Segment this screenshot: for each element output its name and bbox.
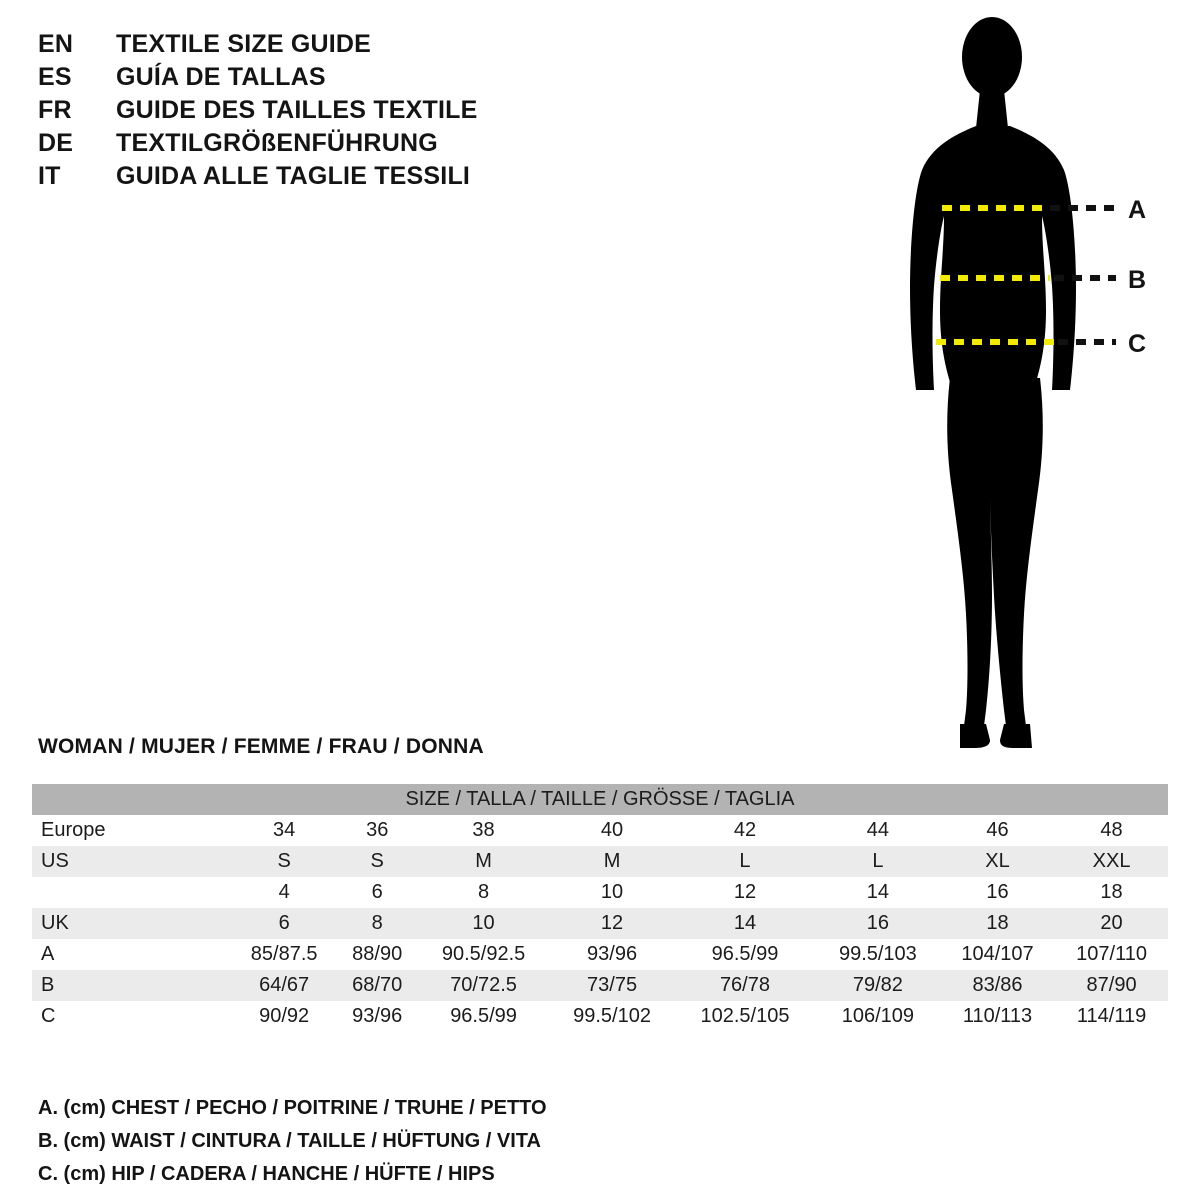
female-silhouette-icon xyxy=(860,10,1190,750)
cell: 64/67 xyxy=(231,970,337,1001)
language-code: FR xyxy=(38,96,72,124)
cell: 44 xyxy=(816,815,940,846)
cell: 48 xyxy=(1055,815,1168,846)
table-row xyxy=(32,846,1168,877)
cell: 8 xyxy=(337,908,417,939)
language-code: EN xyxy=(38,30,74,58)
cell: 40 xyxy=(550,815,674,846)
cell: 36 xyxy=(337,815,417,846)
language-code: DE xyxy=(38,129,74,157)
measure-label-b: B xyxy=(1128,266,1147,294)
cell: 38 xyxy=(417,815,550,846)
cell: L xyxy=(674,846,816,877)
measure-label-c: C xyxy=(1128,330,1147,358)
cell: 87/90 xyxy=(1055,970,1168,1001)
language-row xyxy=(38,96,558,129)
cell: S xyxy=(231,846,337,877)
language-code: ES xyxy=(38,63,72,91)
cell: XXL xyxy=(1055,846,1168,877)
language-code: IT xyxy=(38,162,61,190)
language-title: GUIDE DES TAILLES TEXTILE xyxy=(116,96,478,124)
cell: 96.5/99 xyxy=(674,939,816,970)
table-header-label: SIZE / TALLA / TAILLE / GRÖSSE / TAGLIA xyxy=(32,784,1168,815)
cell: M xyxy=(550,846,674,877)
cell: 4 xyxy=(231,877,337,908)
language-row xyxy=(38,162,558,195)
cell: 68/70 xyxy=(337,970,417,1001)
size-table xyxy=(32,784,1168,1032)
table-row xyxy=(32,908,1168,939)
cell: 106/109 xyxy=(816,1001,940,1032)
cell: 18 xyxy=(1055,877,1168,908)
legend-item-b: B. (cm) WAIST / CINTURA / TAILLE / HÜFTUNG / VITA xyxy=(38,1130,541,1152)
cell: 93/96 xyxy=(550,939,674,970)
row-label: B xyxy=(32,970,231,1001)
cell: 12 xyxy=(674,877,816,908)
cell: 107/110 xyxy=(1055,939,1168,970)
measure-label-a: A xyxy=(1128,196,1147,224)
cell: 83/86 xyxy=(940,970,1055,1001)
section-title: WOMAN / MUJER / FEMME / FRAU / DONNA xyxy=(38,735,484,758)
cell: 12 xyxy=(550,908,674,939)
cell: 90/92 xyxy=(231,1001,337,1032)
cell: 6 xyxy=(231,908,337,939)
cell: XL xyxy=(940,846,1055,877)
row-label: Europe xyxy=(32,815,231,846)
cell: 14 xyxy=(674,908,816,939)
cell: 88/90 xyxy=(337,939,417,970)
table-row xyxy=(32,970,1168,1001)
cell: 73/75 xyxy=(550,970,674,1001)
language-row xyxy=(38,129,558,162)
language-row xyxy=(38,63,558,96)
language-row xyxy=(38,30,558,63)
cell: 8 xyxy=(417,877,550,908)
measurement-legend xyxy=(38,1092,738,1191)
cell: 90.5/92.5 xyxy=(417,939,550,970)
language-title-list xyxy=(38,30,558,195)
cell: 42 xyxy=(674,815,816,846)
cell: 10 xyxy=(417,908,550,939)
legend-item-c: C. (cm) HIP / CADERA / HANCHE / HÜFTE / HIPS xyxy=(38,1163,495,1185)
cell: 104/107 xyxy=(940,939,1055,970)
cell: 85/87.5 xyxy=(231,939,337,970)
cell: 79/82 xyxy=(816,970,940,1001)
table-row xyxy=(32,1001,1168,1032)
cell: 10 xyxy=(550,877,674,908)
language-title: GUÍA DE TALLAS xyxy=(116,63,326,91)
cell: 70/72.5 xyxy=(417,970,550,1001)
row-label xyxy=(32,877,231,908)
cell: 96.5/99 xyxy=(417,1001,550,1032)
body-measurement-figure xyxy=(860,10,1190,750)
cell: S xyxy=(337,846,417,877)
cell: 20 xyxy=(1055,908,1168,939)
cell: 99.5/102 xyxy=(550,1001,674,1032)
cell: 76/78 xyxy=(674,970,816,1001)
row-label: A xyxy=(32,939,231,970)
cell: 16 xyxy=(940,877,1055,908)
cell: 99.5/103 xyxy=(816,939,940,970)
language-title: GUIDA ALLE TAGLIE TESSILI xyxy=(116,162,471,190)
cell: 14 xyxy=(816,877,940,908)
language-title: TEXTILE SIZE GUIDE xyxy=(116,30,372,58)
size-table-container xyxy=(32,784,1168,1032)
cell: L xyxy=(816,846,940,877)
row-label: US xyxy=(32,846,231,877)
cell: 16 xyxy=(816,908,940,939)
cell: 102.5/105 xyxy=(674,1001,816,1032)
cell: 110/113 xyxy=(940,1001,1055,1032)
row-label: UK xyxy=(32,908,231,939)
legend-item-a: A. (cm) CHEST / PECHO / POITRINE / TRUHE / PETTO xyxy=(38,1097,547,1119)
table-header-row xyxy=(32,784,1168,815)
cell: 93/96 xyxy=(337,1001,417,1032)
cell: 34 xyxy=(231,815,337,846)
row-label: C xyxy=(32,1001,231,1032)
cell: 114/119 xyxy=(1055,1001,1168,1032)
table-row xyxy=(32,939,1168,970)
cell: 18 xyxy=(940,908,1055,939)
table-row xyxy=(32,877,1168,908)
cell: 6 xyxy=(337,877,417,908)
language-title: TEXTILGRÖßENFÜHRUNG xyxy=(116,129,438,157)
cell: M xyxy=(417,846,550,877)
table-row xyxy=(32,815,1168,846)
cell: 46 xyxy=(940,815,1055,846)
